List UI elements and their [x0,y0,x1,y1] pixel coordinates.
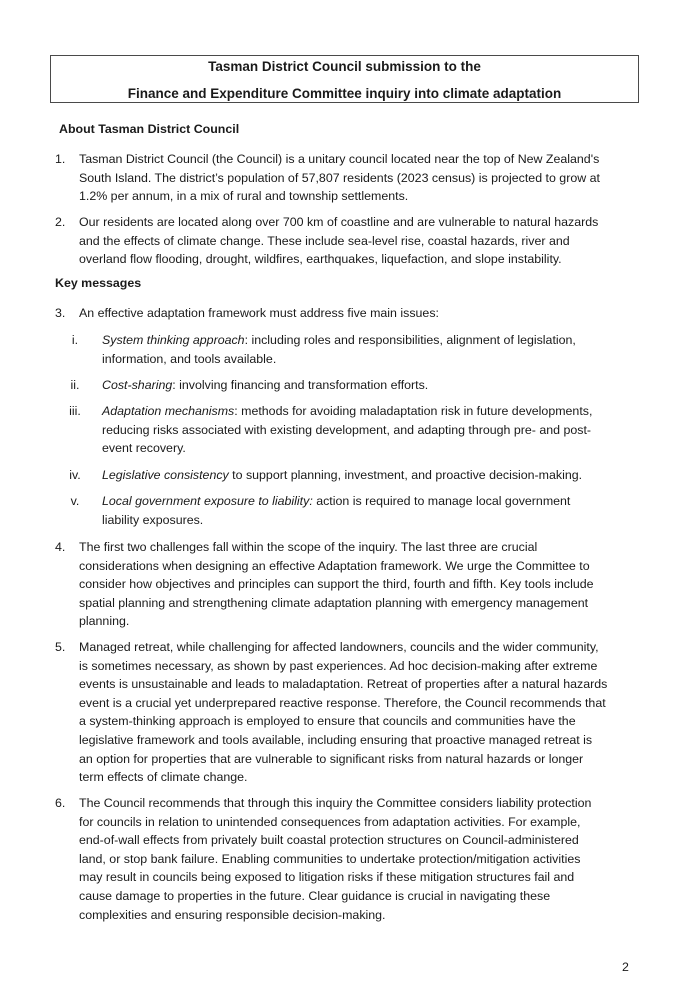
page-number: 2 [622,960,629,974]
paragraph-line: overland flow flooding, drought, wildfires, earthquakes, liquefaction, and slope instability. [79,252,562,267]
subitem-i [102,331,639,368]
subitem-line: event recovery. [102,441,186,456]
item-number: 5. [55,640,66,654]
paragraph-line: Managed retreat, while challenging for affected landowners, councils and the wider community, [79,640,599,654]
item-number: 6. [55,796,66,810]
subitem-line: to support planning, investment, and proactive decision-making. [228,468,583,482]
paragraph-5 [79,638,639,787]
subitem-number: iii. [69,404,81,418]
subitem-line: action is required to manage local government [312,494,571,508]
subitem-v [102,492,639,529]
paragraph-line: term effects of climate change. [79,770,248,785]
subitem-term: Local government exposure to liability: [102,494,313,508]
title-line-2: Finance and Expenditure Committee inquiry into climate adaptation [127,86,562,101]
item-number: 1. [55,152,66,166]
subitem-term: System thinking approach [102,333,245,347]
subitem-line: information, and tools available. [102,351,277,366]
paragraph-line: The Council recommends that through this inquiry the Committee considers liability protection [79,796,592,810]
subitem-term: Legislative consistency [102,468,229,482]
paragraph-line: legislative framework and tools available, including ensuring that proactive managed retreat is [79,732,593,747]
paragraph-line: 1.2% per annum, in a mix of rural and township settlements. [79,189,409,204]
paragraph-line: events is unsustainable and leads to maladaptation. Retreat of properties after a natural hazards [79,677,608,692]
about-heading: About Tasman District Council [59,122,240,136]
key-messages-heading: Key messages [55,276,142,290]
paragraph-line: land, or stop bank failure. Enabling communities to undertake protection/mitigation activities [79,851,581,866]
subitem-number: iv. [69,468,81,482]
paragraph-line: Tasman District Council (the Council) is a unitary council located near the top of New Zealand's [79,152,600,166]
paragraph-line: The first two challenges fall within the scope of the inquiry. The last three are crucial [79,540,538,554]
paragraph-line: planning. [79,614,130,629]
subitem-line: : including roles and responsibilities, alignment of legislation, [244,333,576,347]
paragraph-line: and the effects of climate change. These include sea-level rise, coastal hazards, river and [79,233,570,248]
item-number: 3. [55,306,66,320]
paragraph-line: spatial planning and strengthening climate adaptation planning with emergency management [79,595,589,610]
paragraph-line: for councils in relation to unintended consequences from adaptation activities. For example, [79,814,581,829]
subitem-ii [102,376,639,395]
paragraph-line: end-of-wall effects from privately built coastal protection structures on Council-administered [79,833,579,848]
subitem-line: liability exposures. [102,512,204,527]
item-number: 2. [55,215,66,229]
subitem-number: v. [70,494,80,508]
paragraph-line: considerations when designing an effective Adaptation framework. We urge the Committee to [79,558,590,573]
subitem-term: Cost-sharing [102,378,173,392]
subitem-line: : methods for avoiding maladaptation risk in future developments, [234,404,593,418]
subitem-line: reducing risks associated with existing development, and adapting through pre- and post- [102,422,592,437]
paragraph-4 [79,538,639,631]
paragraph-2 [79,213,639,269]
paragraph-line: is sometimes necessary, as shown by past experiences. Ad hoc decision-making after extreme [79,658,598,673]
paragraph-line: cause damage to properties in the future. Clear guidance is crucial in navigating these [79,888,551,903]
paragraph-6 [79,794,639,924]
item-number: 4. [55,540,66,554]
paragraph-line: an option for properties that are vulnerable to significant risks from natural hazards or longer [79,751,584,766]
paragraph-line: event is a crucial yet underprepared reactive response. Therefore, the Council recommends that [79,695,606,710]
subitem-term: Adaptation mechanisms [102,404,235,418]
subitem-number: ii. [70,378,80,392]
subitem-iv [102,466,639,485]
subitem-number: i. [71,333,79,347]
paragraph-line: South Island. The district’s population of 57,807 residents (2023 census) is projected to grow at [79,170,600,185]
paragraph-line: may result in councils being exposed to litigation risks if these mitigation structures fail and [79,870,575,885]
subitem-line: : involving financing and transformation efforts. [172,378,429,392]
paragraph-line: complexities and ensuring responsible decision-making. [79,907,386,922]
paragraph-line: Our residents are located along over 700 km of coastline and are vulnerable to natural hazards [79,215,599,229]
subitem-iii [102,402,639,458]
paragraph-3-intro: An effective adaptation framework must address five main issues: [79,306,439,320]
title-box [50,55,639,103]
paragraph-line: consider how objectives and principles can support the third, fourth and fifth. Key tools include [79,577,594,592]
title-line-1: Tasman District Council submission to the [208,59,481,74]
paragraph-line: a system-thinking approach is employed to ensure that councils and communities have the [79,714,576,729]
paragraph-1 [79,150,639,206]
